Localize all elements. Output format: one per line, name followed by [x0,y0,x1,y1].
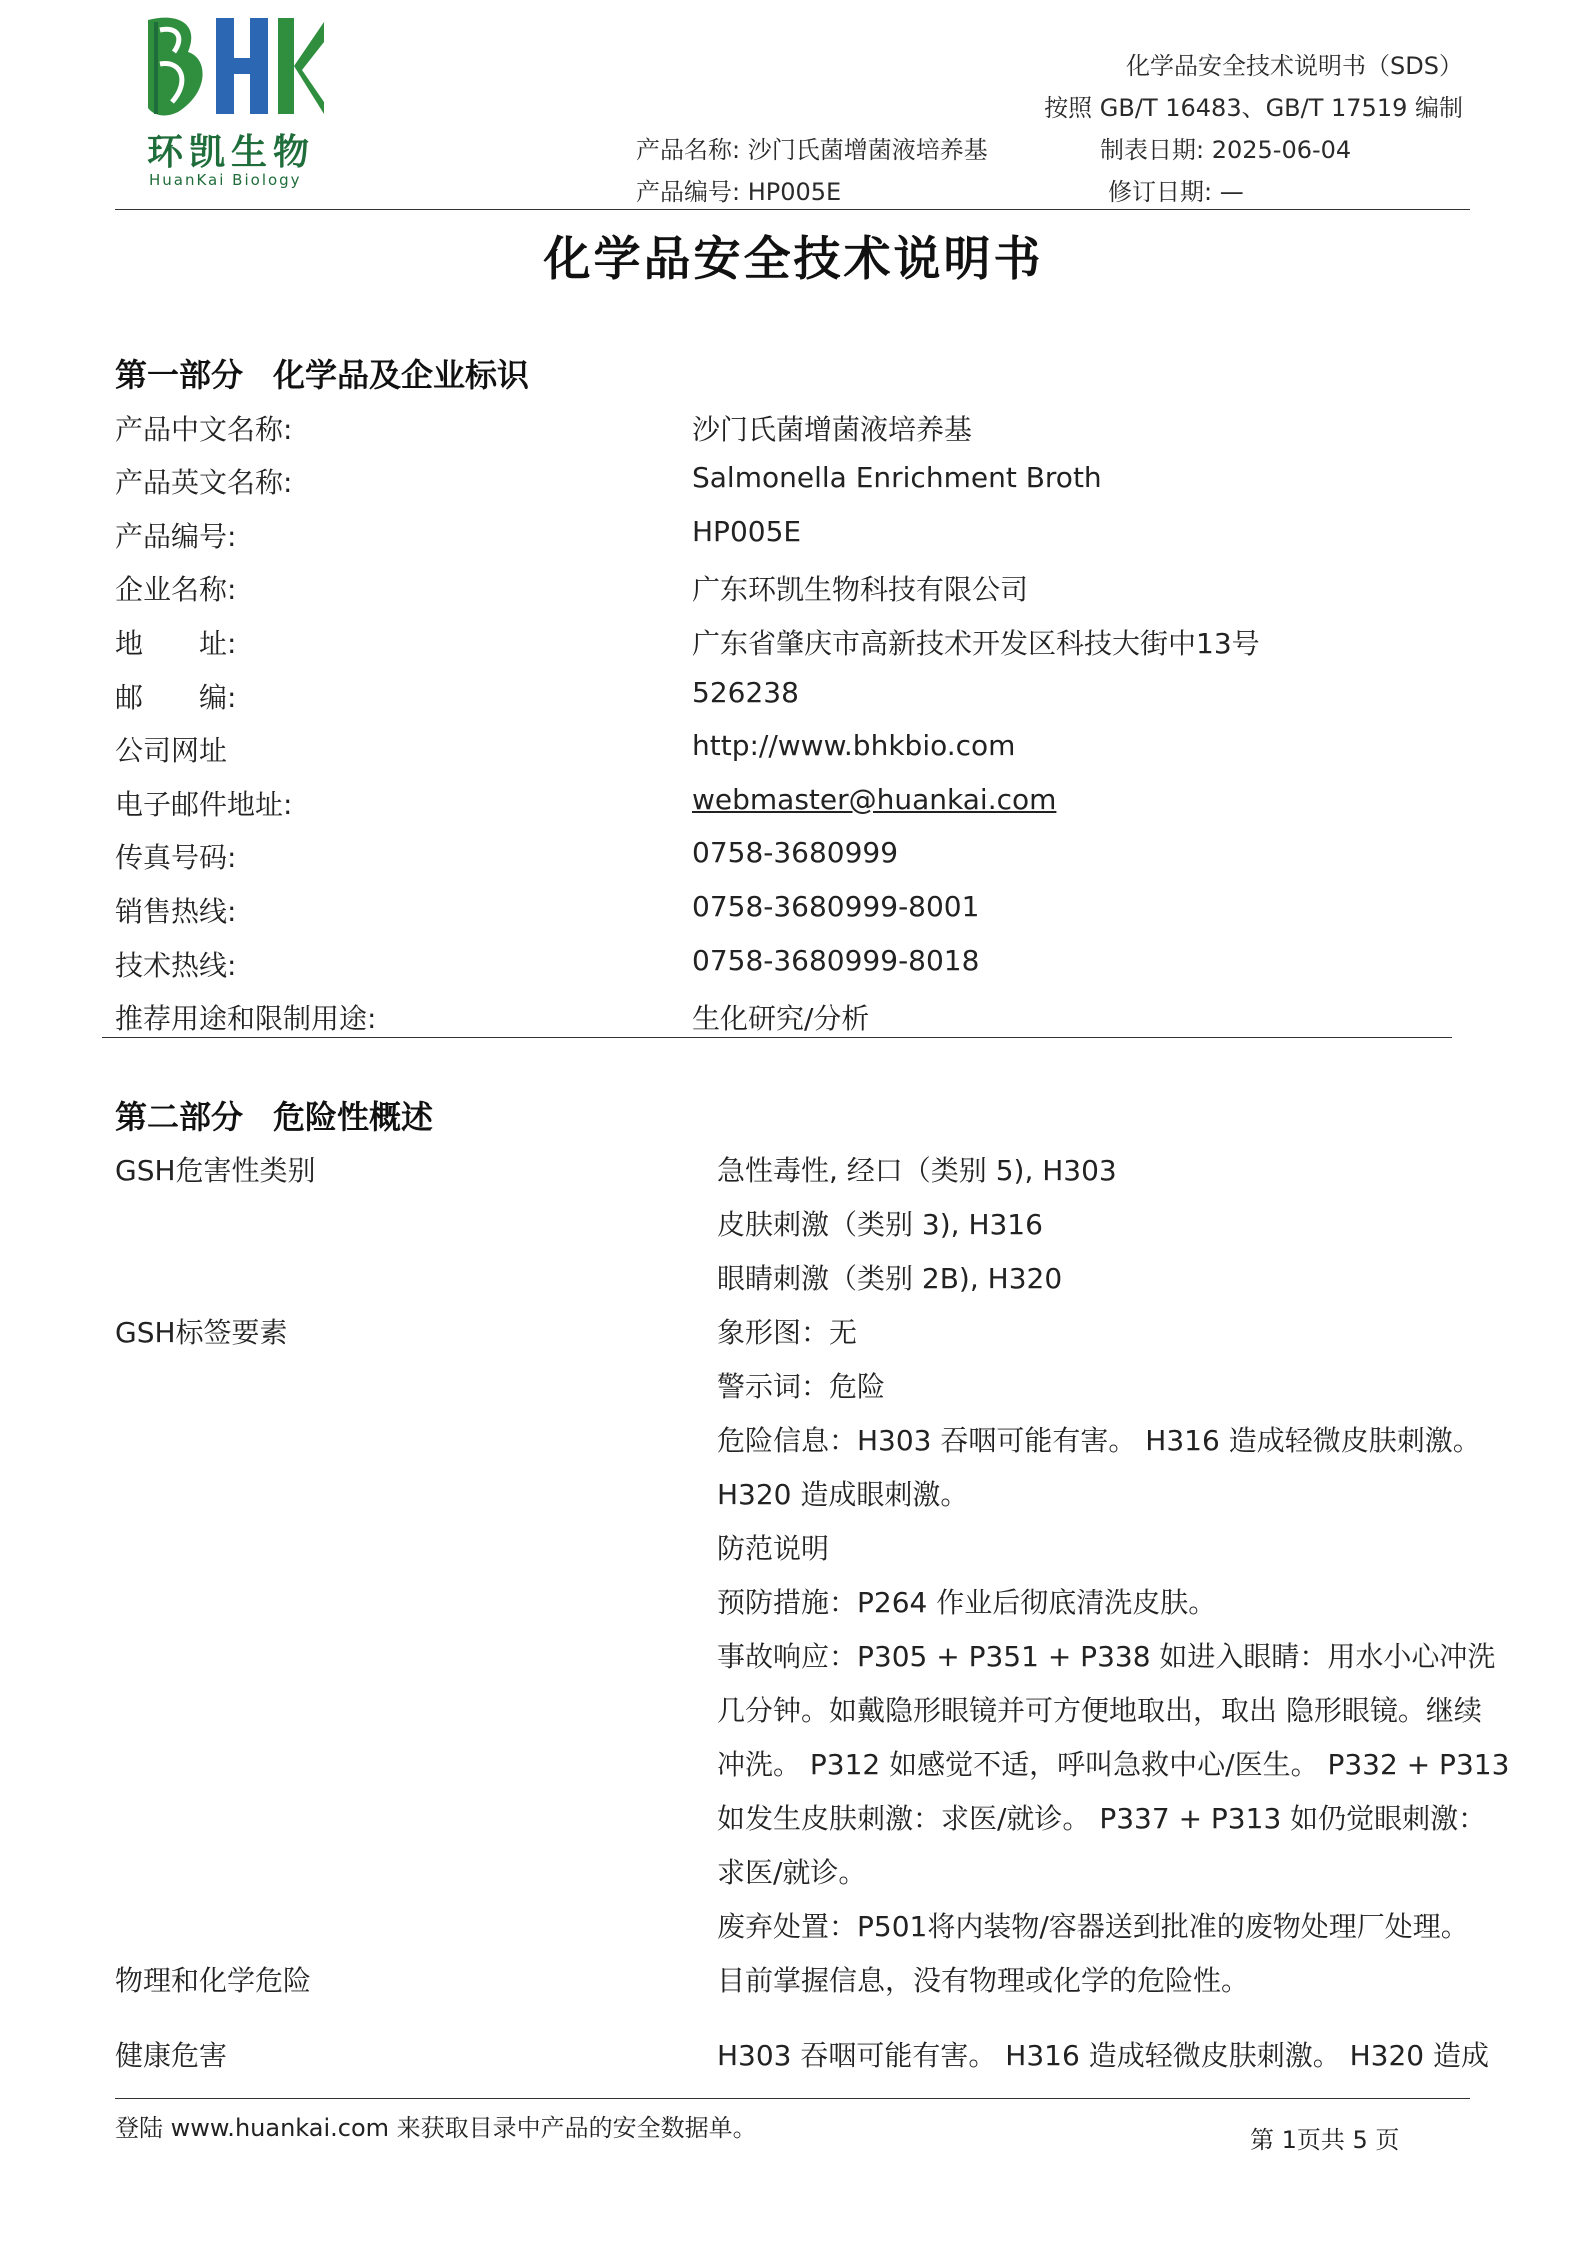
s1-row-label: 推荐用途和限制用途: [115,1002,377,1035]
header-product-code: 产品编号: HP005E [636,178,842,206]
s1-row-label: 地 址: [115,627,237,660]
physchem-hazard-label: 物理和化学危险 [115,1964,312,1997]
logo-name-en: HuanKai Biology [149,171,302,189]
section2-number: 第二部分 [115,1098,244,1136]
s1-row-label: 电子邮件地址: [115,788,293,821]
health-hazard-value: H303 吞咽可能有害。 H316 造成轻微皮肤刺激。 H320 造成 [717,2039,1489,2072]
footer-divider [115,2098,1470,2099]
company-logo [138,12,328,122]
ghs-label-line: H320 造成眼刺激。 [717,1478,969,1511]
s1-row-value: 0758-3680999 [692,836,899,869]
s1-row-label: 销售热线: [115,895,237,928]
ghs-label-line: 象形图：无 [717,1316,858,1349]
s1-row-label: 产品中文名称: [115,413,293,446]
header-divider [115,209,1470,210]
header-revision-date: 修订日期: — [1108,178,1244,206]
s1-row-value: 沙门氏菌增菌液培养基 [692,413,973,446]
health-hazard-label: 健康危害 [115,2039,228,2072]
s1-row-label: 技术热线: [115,949,237,982]
s1-row-label: 产品编号: [115,520,237,553]
email-link[interactable]: webmaster@huankai.com [692,783,1057,816]
ghs-label-elements-label: GSH标签要素 [115,1316,288,1349]
s1-row-value: 广东环凯生物科技有限公司 [692,573,1029,606]
s1-row-value: 广东省肇庆市高新技术开发区科技大街中13号 [692,627,1260,660]
ghs-class-line: 眼睛刺激（类别 2B), H320 [717,1262,1063,1295]
header-product-name: 产品名称: 沙门氏菌增菌液培养基 [636,136,988,164]
section1-name: 化学品及企业标识 [273,356,530,394]
ghs-class-line: 皮肤刺激（类别 3), H316 [717,1208,1043,1241]
s1-row-value: 526238 [692,676,799,709]
section2-heading [115,1092,433,1138]
ghs-label-line: 防范说明 [717,1532,830,1565]
header-issue-date: 制表日期: 2025-06-04 [1100,136,1352,164]
ghs-label-line: 事故响应：P305 + P351 + P338 如进入眼睛：用水小心冲洗 [717,1640,1496,1673]
s1-row-value: 0758-3680999-8018 [692,944,980,977]
ghs-class-label: GSH危害性类别 [115,1154,316,1187]
ghs-class-line: 急性毒性, 经口（类别 5), H303 [717,1154,1117,1187]
s1-row-value: Salmonella Enrichment Broth [692,461,1102,494]
ghs-label-line: 冲洗。 P312 如感觉不适，呼叫急救中心/医生。 P332 + P313 [717,1748,1510,1781]
s1-row-value: 生化研究/分析 [692,1002,870,1035]
page-number: 第 1页共 5 页 [1250,2126,1400,2154]
physchem-hazard-value: 目前掌握信息，没有物理或化学的危险性。 [717,1964,1250,1997]
ghs-label-line: 求医/就诊。 [717,1856,867,1889]
bhk-logo-mark [138,12,328,122]
s1-row-label: 企业名称: [115,573,237,606]
ghs-label-line: 废弃处置：P501将内装物/容器送到批准的废物处理厂处理。 [717,1910,1469,1943]
header-standard: 按照 GB/T 16483、GB/T 17519 编制 [1044,94,1463,122]
ghs-label-line: 危险信息：H303 吞咽可能有害。 H316 造成轻微皮肤刺激。 [717,1424,1481,1457]
footer-note: 登陆 www.huankai.com 来获取目录中产品的安全数据单。 [115,2114,757,2142]
header-doc-type: 化学品安全技术说明书（SDS） [1126,52,1463,80]
section1-heading [115,350,529,396]
section2-name: 危险性概述 [273,1098,434,1136]
company-website-link[interactable]: http://www.bhkbio.com [692,729,1016,762]
ghs-label-line: 警示词：危险 [717,1370,886,1403]
logo-name-cn: 环凯生物 [147,132,316,173]
page-title: 化学品安全技术说明书 [543,232,1044,287]
section1-number: 第一部分 [115,356,244,394]
s1-row-value: 0758-3680999-8001 [692,890,980,923]
ghs-label-line: 预防措施：P264 作业后彻底清洗皮肤。 [717,1586,1217,1619]
s1-row-value: HP005E [692,515,802,548]
s1-row-label: 传真号码: [115,841,237,874]
s1-row-label: 产品英文名称: [115,466,293,499]
s1-row-label: 邮 编: [115,681,237,714]
ghs-label-line: 几分钟。如戴隐形眼镜并可方便地取出，取出 隐形眼镜。继续 [717,1694,1482,1727]
ghs-label-line: 如发生皮肤刺激：求医/就诊。 P337 + P313 如仍觉眼刺激： [717,1802,1487,1835]
section1-divider [102,1037,1452,1038]
s1-row-label: 公司网址 [115,734,228,767]
